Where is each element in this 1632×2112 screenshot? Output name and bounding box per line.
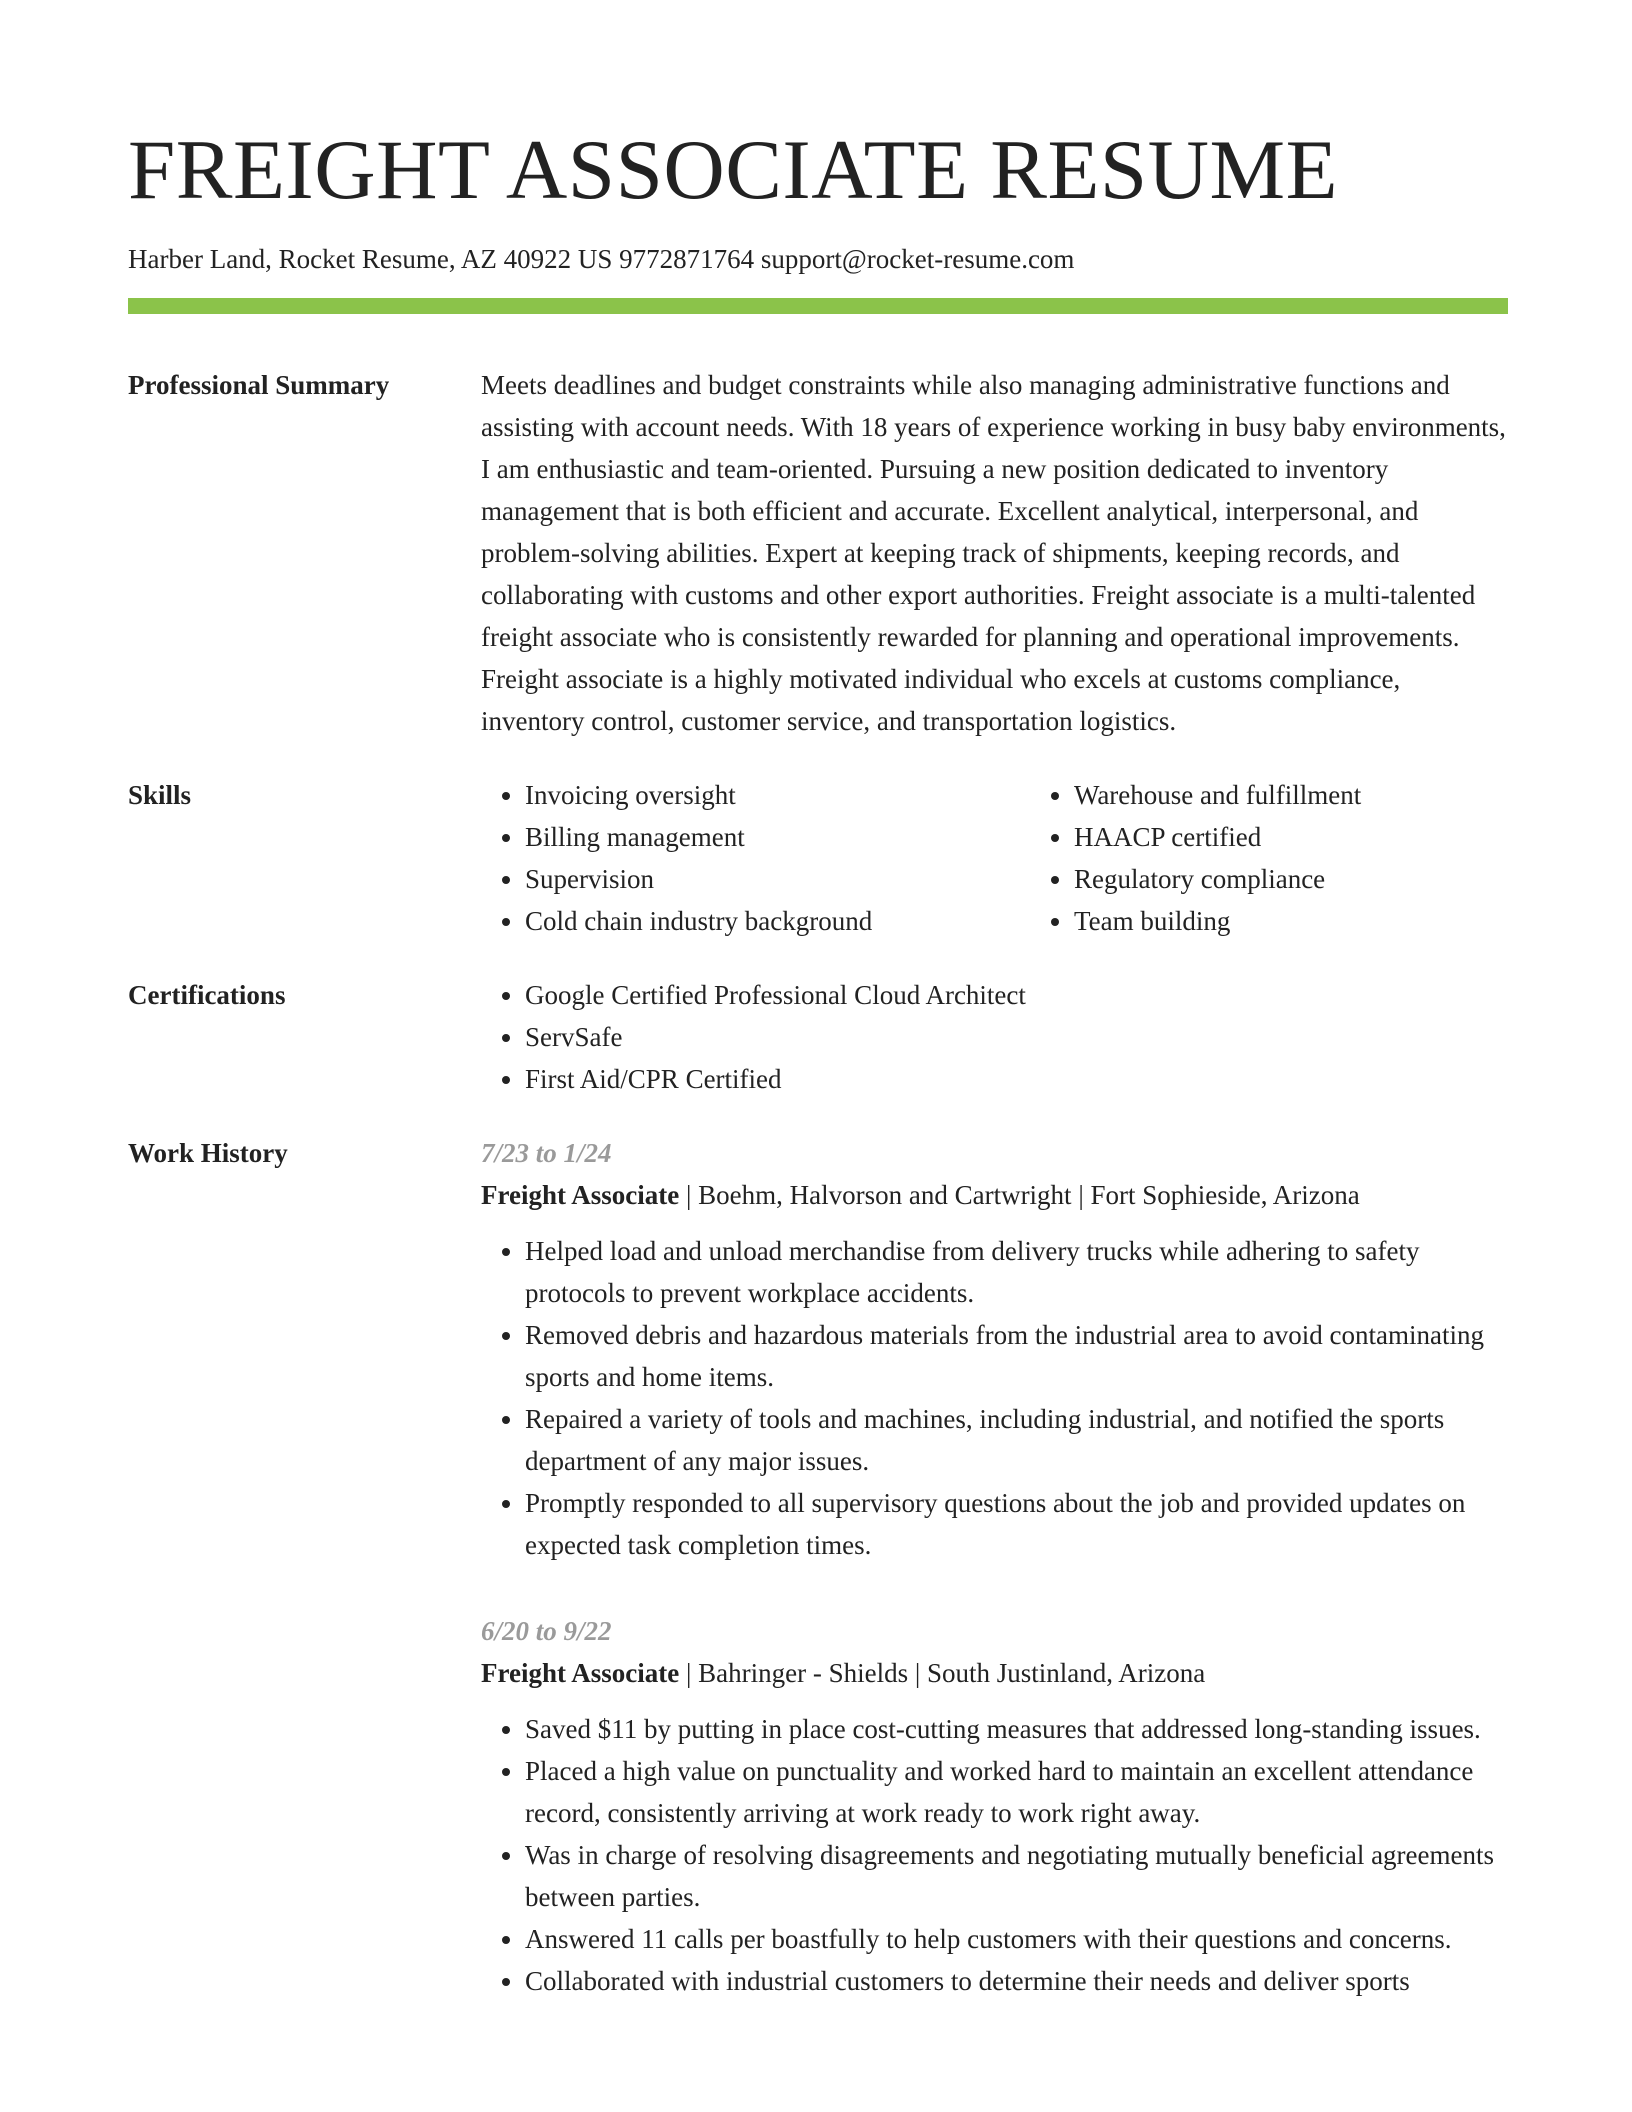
job-entry (481, 1610, 1508, 2002)
certifications-section (128, 974, 1508, 1100)
section-title-skills: Skills (128, 780, 192, 810)
section-title-summary: Professional Summary (128, 370, 390, 400)
job-title: Freight Associate (481, 1180, 680, 1210)
certifications-body (481, 974, 1508, 1100)
job-bullets (481, 1708, 1508, 2002)
skill-item: • Cold chain industry background (525, 900, 1030, 942)
job-bullet: • Removed debris and hazardous materials from the industrial area to avoid contaminating sports and home items. (525, 1314, 1508, 1398)
job-title: Freight Associate (481, 1658, 680, 1688)
skills-grid (481, 774, 1579, 942)
certifications-list (481, 974, 1508, 1100)
skill-item: • HAACP certified (1074, 816, 1579, 858)
job-bullet: • Saved $11 by putting in place cost-cutting measures that addressed long-standing issues. (525, 1708, 1508, 1750)
certification-item: • First Aid/CPR Certified (525, 1058, 1508, 1100)
skill-item: • Billing management (525, 816, 1030, 858)
job-entry (481, 1132, 1508, 1566)
section-title-certifications: Certifications (128, 980, 286, 1010)
job-details: | Bahringer - Shields | South Justinland, Arizona (679, 1658, 1206, 1688)
contact-line: Harber Land, Rocket Resume, AZ 40922 US 9772871764 support@rocket-resume.com (128, 244, 1075, 274)
skill-item: • Regulatory compliance (1074, 858, 1579, 900)
section-title-work-history: Work History (128, 1138, 288, 1168)
job-heading (481, 1652, 1508, 1694)
certification-item: • Google Certified Professional Cloud Architect (525, 974, 1508, 1016)
job-heading (481, 1174, 1508, 1216)
job-bullet: • Helped load and unload merchandise from delivery trucks while adhering to safety protocols to prevent workplace accidents. (525, 1230, 1508, 1314)
skill-item: • Team building (1074, 900, 1579, 942)
certification-item: • ServSafe (525, 1016, 1508, 1058)
work-history-body (481, 1132, 1508, 2046)
summary-body (481, 364, 1508, 742)
job-bullet: • Promptly responded to all supervisory questions about the job and provided updates on expected task completion times. (525, 1482, 1508, 1566)
skills-section (128, 774, 1508, 942)
work-history-section (128, 1132, 1508, 2046)
skill-item: • Invoicing oversight (525, 774, 1030, 816)
job-bullet: • Collaborated with industrial customers to determine their needs and deliver sports (525, 1960, 1508, 2002)
accent-divider (128, 298, 1508, 314)
job-dates: 7/23 to 1/24 (481, 1138, 612, 1168)
job-dates: 6/20 to 9/22 (481, 1616, 612, 1646)
job-bullet: • Answered 11 calls per boastfully to help customers with their questions and concerns. (525, 1918, 1508, 1960)
job-bullet: • Placed a high value on punctuality and worked hard to maintain an excellent attendance record, consistently arriving at work ready to work right away. (525, 1750, 1508, 1834)
job-bullet: • Repaired a variety of tools and machines, including industrial, and notified the sports department of any major issues. (525, 1398, 1508, 1482)
skills-list-left (481, 774, 1030, 942)
skills-list-right (1030, 774, 1579, 942)
skill-item: • Warehouse and fulfillment (1074, 774, 1579, 816)
resume-page (128, 0, 1508, 2046)
job-details: | Boehm, Halvorson and Cartwright | Fort Sophieside, Arizona (679, 1180, 1360, 1210)
job-bullet: • Was in charge of resolving disagreements and negotiating mutually beneficial agreements between parties. (525, 1834, 1508, 1918)
summary-section (128, 364, 1508, 742)
job-bullets (481, 1230, 1508, 1566)
summary-text: Meets deadlines and budget constraints while also managing administrative functions and assisting with account needs. With 18 years of experience working in busy baby environments, I am enthusiastic and team-oriented. Pursuing a new position dedicated to inventory management that is both efficient and accurate. Excellent analytical, interpersonal, and problem-solving abilities. Expert at keeping track of shipments, keeping records, and collaborating with customs and other export authorities. Freight associate is a multi-talented freight associate who is consistently rewarded for planning and operational improvements. Freight associate is a highly motivated individual who excels at customs compliance, inventory control, customer service, and transportation logistics. (481, 370, 1506, 736)
skill-item: • Supervision (525, 858, 1030, 900)
resume-title: FREIGHT ASSOCIATE RESUME (128, 123, 1339, 217)
